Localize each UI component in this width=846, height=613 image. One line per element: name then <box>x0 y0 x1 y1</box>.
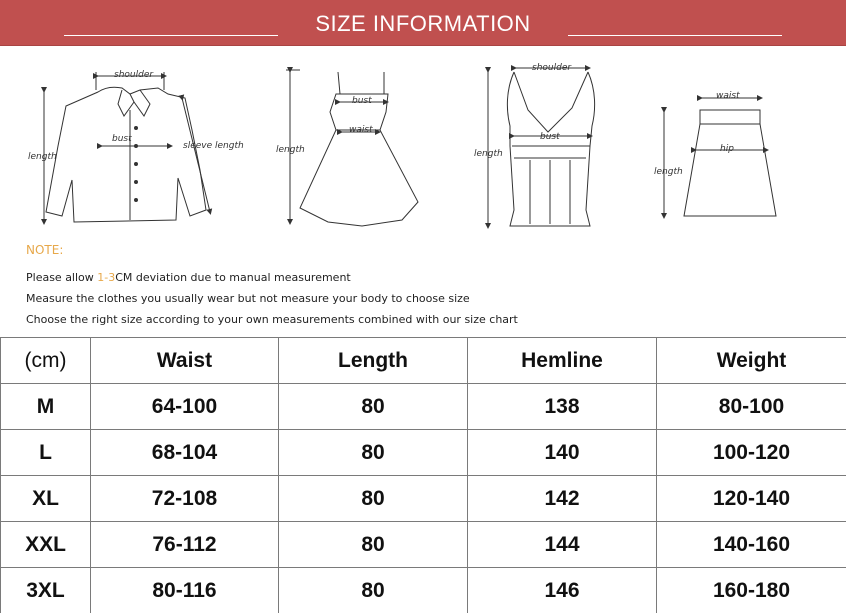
dress-length-label: length <box>276 145 305 155</box>
blouse-bust-label: bust <box>112 134 132 144</box>
skirt-length-label: length <box>654 167 683 177</box>
table-row <box>1 568 846 613</box>
header-weight: Weight <box>657 338 846 384</box>
garment-illustrations <box>0 50 846 235</box>
note-section <box>26 243 826 330</box>
header-unit: (cm) <box>1 338 91 384</box>
hemline-cell: 146 <box>468 568 657 613</box>
weight-cell: 140-160 <box>657 522 846 568</box>
length-cell: 80 <box>279 430 468 476</box>
measurement-diagrams <box>0 50 846 235</box>
note-line-1-post: CM deviation due to manual measurement <box>115 271 351 284</box>
hemline-cell: 144 <box>468 522 657 568</box>
header-length: Length <box>279 338 468 384</box>
table-row <box>1 476 846 522</box>
waist-cell: 64-100 <box>91 384 279 430</box>
length-cell: 80 <box>279 476 468 522</box>
blouse-length-label: length <box>28 152 57 162</box>
size-cell: L <box>1 430 91 476</box>
note-line-1 <box>26 267 826 288</box>
tank-bust-label: bust <box>540 132 560 142</box>
size-table <box>0 337 846 613</box>
skirt-waist-label: waist <box>716 91 740 101</box>
header-hemline: Hemline <box>468 338 657 384</box>
size-cell: 3XL <box>1 568 91 613</box>
weight-cell: 120-140 <box>657 476 846 522</box>
hemline-cell: 140 <box>468 430 657 476</box>
tank-length-label: length <box>474 149 503 159</box>
skirt-hip-label: hip <box>720 144 734 154</box>
weight-cell: 160-180 <box>657 568 846 613</box>
size-cell: XXL <box>1 522 91 568</box>
table-row <box>1 384 846 430</box>
waist-cell: 76-112 <box>91 522 279 568</box>
waist-cell: 72-108 <box>91 476 279 522</box>
note-line-2: Measure the clothes you usually wear but not measure your body to choose size <box>26 292 470 305</box>
note-title: NOTE: <box>26 243 64 257</box>
weight-cell: 100-120 <box>657 430 846 476</box>
header-waist: Waist <box>91 338 279 384</box>
size-cell: XL <box>1 476 91 522</box>
length-cell: 80 <box>279 384 468 430</box>
hemline-cell: 138 <box>468 384 657 430</box>
waist-cell: 80-116 <box>91 568 279 613</box>
length-cell: 80 <box>279 568 468 613</box>
dress-bust-label: bust <box>352 96 372 106</box>
hemline-cell: 142 <box>468 476 657 522</box>
note-line-1-pre: Please allow <box>26 271 98 284</box>
blouse-sleeve-label: sleeve length <box>183 141 244 151</box>
blouse-shoulder-label: shoulder <box>114 70 154 80</box>
length-cell: 80 <box>279 522 468 568</box>
table-row <box>1 522 846 568</box>
note-line-1-highlight: 1-3 <box>97 271 116 284</box>
weight-cell: 80-100 <box>657 384 846 430</box>
note-line-3: Choose the right size according to your own measurements combined with our size chart <box>26 313 518 326</box>
waist-cell: 68-104 <box>91 430 279 476</box>
skirt-diagram <box>664 98 776 216</box>
dress-diagram <box>286 70 418 226</box>
banner-rule-right <box>568 35 782 36</box>
page-title: SIZE INFORMATION <box>315 11 531 36</box>
title-banner <box>0 0 846 46</box>
size-cell: M <box>1 384 91 430</box>
tank-shoulder-label: shoulder <box>532 63 572 73</box>
tank-diagram <box>488 68 595 226</box>
table-row <box>1 430 846 476</box>
table-header-row <box>1 338 846 384</box>
dress-waist-label: waist <box>349 125 373 135</box>
